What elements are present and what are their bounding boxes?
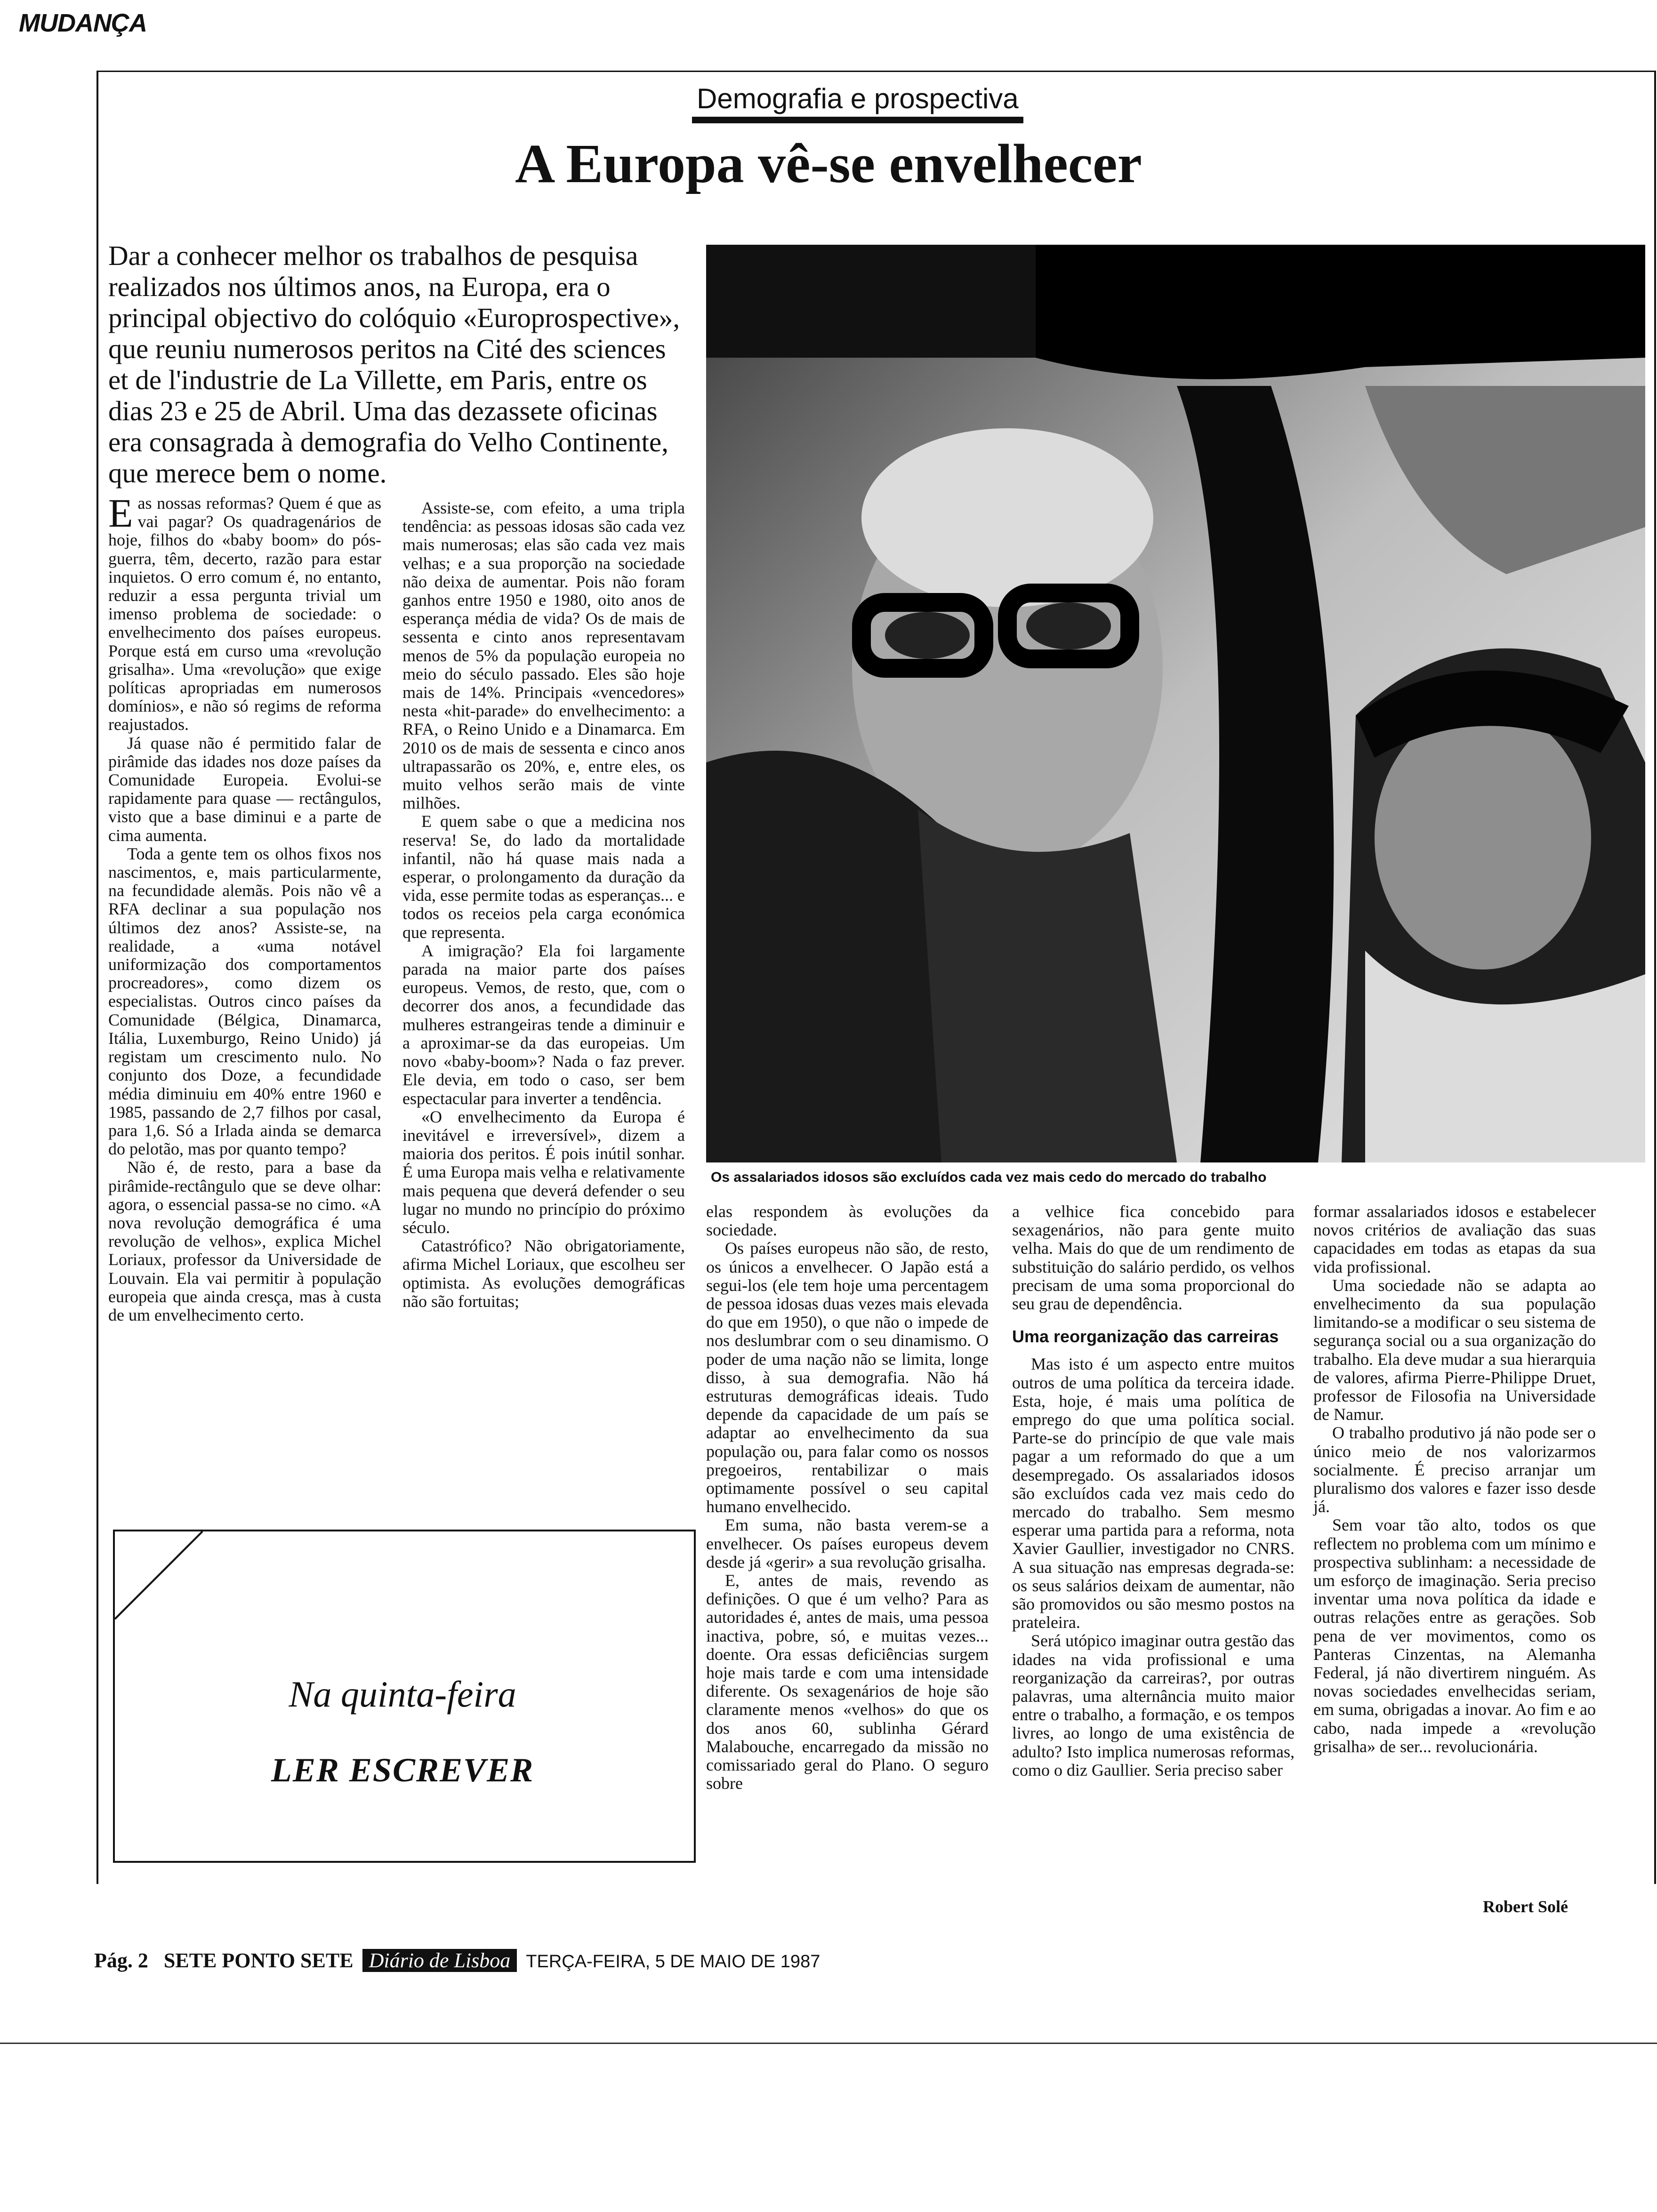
paragraph: E quem sabe o que a medicina nos reserva! Se, do lado da mortalidade infantil, não há quase mais nada a esperar, o prolongamento da duração da vida, esse permite todas as esperanças... e todos os receios pela carga económica que representa. [402, 812, 685, 942]
paragraph: Catastrófico? Não obrigatoriamente, afirma Michel Loriaux, que escolheu ser optimista. As evoluções demográficas não são fortuitas; [402, 1236, 685, 1311]
paragraph: as nossas reformas? Quem é que as vai pagar? Os quadragenários de hoje, filhos do «baby boom» do pós-guerra, têm, decerto, razão para estar inquietos. O erro comum é, no entanto, reduzir a essa pergunta trivial um imenso problema de sociedade: o envelhecimento dos países europeus. Porque está em curso uma «revolução grisalha». Uma «revolução» que exige políticas apropriadas em numerosos domínios», e não só regims de reforma reajustados. [108, 494, 381, 734]
column-3 [706, 1202, 989, 1793]
column-1 [108, 490, 381, 1324]
column-2 [402, 499, 685, 1311]
paragraph: Mas isto é um aspecto entre muitos outros de uma política da terceira idade. Esta, hoje, é mais uma política de emprego do que uma política social. Parte-se do princípio de que vale mais pagar a um reformado do que a um desempregado. Os assalariados idosos são excluídos cada vez mais cedo do mercado do trabalho. Sem mesmo esperar uma partida para a reforma, nota Xavier Gaullier, investigador no CNRS. A sua situação nas empresas degrada-se: os seus salários deixam de aumentar, não são promovidos ou são mesmo postos na prateleira. [1012, 1354, 1295, 1632]
headline: A Europa vê-se envelhecer [515, 133, 1142, 194]
newspaper-logo: Diário de Lisboa [362, 1949, 517, 1972]
paragraph: O trabalho produtivo já não pode ser o único meio de nos valorizarmos socialmente. É preciso arranjar um pluralismo dos valores e fazer isso desde já. [1313, 1423, 1596, 1516]
section-tag: MUDANÇA [19, 9, 147, 37]
paragraph: Os países europeus não são, de resto, os únicos a envelhecer. O Japão está a segui-los (ele tem hoje uma percentagem de pessoa idosas duas vezes mais elevada do que em 1950), o que não o impede de nos deslumbrar com o seu dinamismo. O poder de uma nação não se limita, longe disso, à sua demografia. Não há estruturas demográficas ideais. Tudo depende da capacidade de um país se adaptar ao envelhecimento da sua população ou, para falar como os nossos pregoeiros, rentabilizar o mais optimamente possível o seu capital humano envelhecido. [706, 1239, 989, 1516]
paragraph: Já quase não é permitido falar de pirâmide das idades nos doze países da Comunidade Europeia. Evolui-se rapidamente para quase — rectângulos, visto que a base diminui e a parte de cima aumenta. [108, 733, 381, 845]
paragraph: Não é, de resto, para a base da pirâmide-rectângulo que se deve olhar: agora, o essencial passa-se no cimo. «A nova revolução demográfica é uma revolução de velhos», explica Michel Loriaux, professor da Universidade de Louvain. Ela vai permitir à população europeia que ainda cresça, mas à custa de um envelhecimento certo. [108, 1158, 381, 1324]
paragraph: a velhice fica concebido para sexagenários, não para gente muito velha. Mais do que de um rendimento de substituição do salário perdido, os velhos precisam de uma soma proporcional do seu grau de dependência. [1012, 1202, 1295, 1314]
paragraph: Sem voar tão alto, todos os que reflectem no problema com um mínimo e prospectiva sublinham: a necessidade de um esforço de imaginação. Seria preciso inventar uma nova política da idade e outras relações entre as gerações. Sob pena de ver movimentos, como os Panteras Cinzentas, na Alemanha Federal, já não divertirem ninguém. As novas sociedades envelhecidas seriam, em suma, obrigadas a inovar. Ao fim e ao cabo, nada impede a «revolução grisalha» de ser... revolucionária. [1313, 1515, 1596, 1756]
drop-cap: E [108, 490, 133, 536]
intro-paragraph: Dar a conhecer melhor os trabalhos de pesquisa realizados nos últimos anos, na Europa, era o principal objectivo do colóquio «Europrospective», que reuniu numerosos peritos na Cité des sciences et de l'industrie de La Villette, em Paris, entre os dias 23 e 25 de Abril. Uma das dezassete oficinas era consagrada à demografia do Velho Continente, que merece bem o nome. [108, 240, 680, 489]
paragraph: Em suma, não basta verem-se a envelhecer. Os países europeus devem desde já «gerir» a sua revolução grisalha. [706, 1515, 989, 1571]
column-5 [1313, 1202, 1596, 1756]
page-footer [94, 1948, 820, 1972]
paragraph: Assiste-se, com efeito, a uma tripla tendência: as pessoas idosas são cada vez mais numerosas; elas são cada vez mais velhas; e a sua proporção na sociedade não deixa de aumentar. Pois não foram ganhos entre 1950 e 1980, oito anos de esperança média de vida? Os de mais de sessenta e cinto anos representavam menos de 5% da população europeia no meio do século passado. Eles são hoje mais de 14%. Principais «vencedores» nesta «hit-parade» do envelhecimento: a RFA, o Reino Unido e a Dinamarca. Em 2010 os de mais de sessenta e cinco anos ultrapassarão os 20%, e, entre eles, os muito velhos serão mais de vinte milhões. [402, 498, 685, 813]
ad-logo-text: LER ESCREVER [271, 1751, 534, 1789]
folded-corner-icon [113, 1530, 207, 1624]
paragraph: Uma sociedade não se adapta ao envelhecimento da sua população limitando-se a modificar o seu sistema de segurança social ou a sua organização do trabalho. Ela deve mudar a sua hierarquia de valores, afirma Pierre-Philippe Druet, professor de Filosofia na Universidade de Namur. [1313, 1275, 1596, 1424]
paragraph: formar assalariados idosos e estabelecer novos critérios de avaliação das suas capacidades em todas as etapas da sua vida profissional. [1313, 1202, 1596, 1276]
photo-elderly-couple [706, 245, 1645, 1162]
kicker: Demografia e prospectiva [692, 82, 1023, 123]
photo-illustration [706, 245, 1645, 1162]
publication-date: TERÇA-FEIRA, 5 DE MAIO DE 1987 [526, 1952, 820, 1972]
column-4 [1012, 1202, 1295, 1779]
subheading: Uma reorganização das carreiras [1012, 1327, 1279, 1346]
photo-caption: Os assalariados idosos são excluídos cada vez mais cedo do mercado do trabalho [711, 1170, 1267, 1185]
byline: Robert Solé [1483, 1897, 1568, 1916]
paragraph: E, antes de mais, revendo as definições. O que é um velho? Para as autoridades é, antes de mais, uma pessoa inactiva, pobre, só, e muitas vezes... doente. Ora essas deficiências surgem hoje mais tarde e com uma intensidade diferente. Os sexagenários de hoje são claramente menos «velhos» do que os dos anos 60, sublinha Gérard Malabouche, encarregado da missão no comissariado geral do Plano. O seguro sobre [706, 1571, 989, 1793]
supplement-name: SETE PONTO SETE [163, 1949, 354, 1972]
paragraph: «O envelhecimento da Europa é inevitável e irreversível», dizem a maioria dos peritos. É pois inútil sonhar. É uma Europa mais velha e relativamente mais pequena que deverá defender o seu lugar no mundo no princípio do próximo século. [402, 1107, 685, 1237]
page-number: Pág. 2 [94, 1949, 148, 1972]
paragraph: Toda a gente tem os olhos fixos nos nascimentos, e, mais particularmente, na fecundidade alemãs. Pois não vê a RFA declinar a sua população nos últimos dez anos? Assiste-se, na realidade, a «uma notável uniformização dos comportamentos procreadores», como dizem os especialistas. Outros cinco países da Comunidade (Bélgica, Dinamarca, Itália, Luxemburgo, Reino Unido) já registam um crescimento nulo. No conjunto dos Doze, a fecundidade média diminuiu em 40% entre 1960 e 1985, passando de 2,7 filhos por casal, para 1,6. Só a Irlada ainda se demarca do pelotão, mas por quanto tempo? [108, 844, 381, 1159]
paragraph: A imigração? Ela foi largamente parada na maior parte dos países europeus. Vemos, de resto, que, com o decorrer dos anos, a fecundidade das mulheres estrangeiras tende a diminuir e a aproximar-se da das europeias. Um novo «baby-boom»? Nada o faz prever. Ele devia, em todo o caso, ser bem espectacular para inverter a tendência. [402, 941, 685, 1108]
page-rule [0, 2043, 1657, 2044]
paragraph: elas respondem às evoluções da sociedade. [706, 1202, 989, 1240]
paragraph: Será utópico imaginar outra gestão das idades na vida profissional e uma reorganização da carreiras?, por outras palavras, uma alternância muito maior entre o trabalho, a formação, e os tempos livres, ao longo de uma existência de adulto? Isto implica numerosas reformas, como o diz Gaullier. Seria preciso saber [1012, 1631, 1295, 1779]
ad-heading: Na quinta-feira [289, 1674, 516, 1715]
